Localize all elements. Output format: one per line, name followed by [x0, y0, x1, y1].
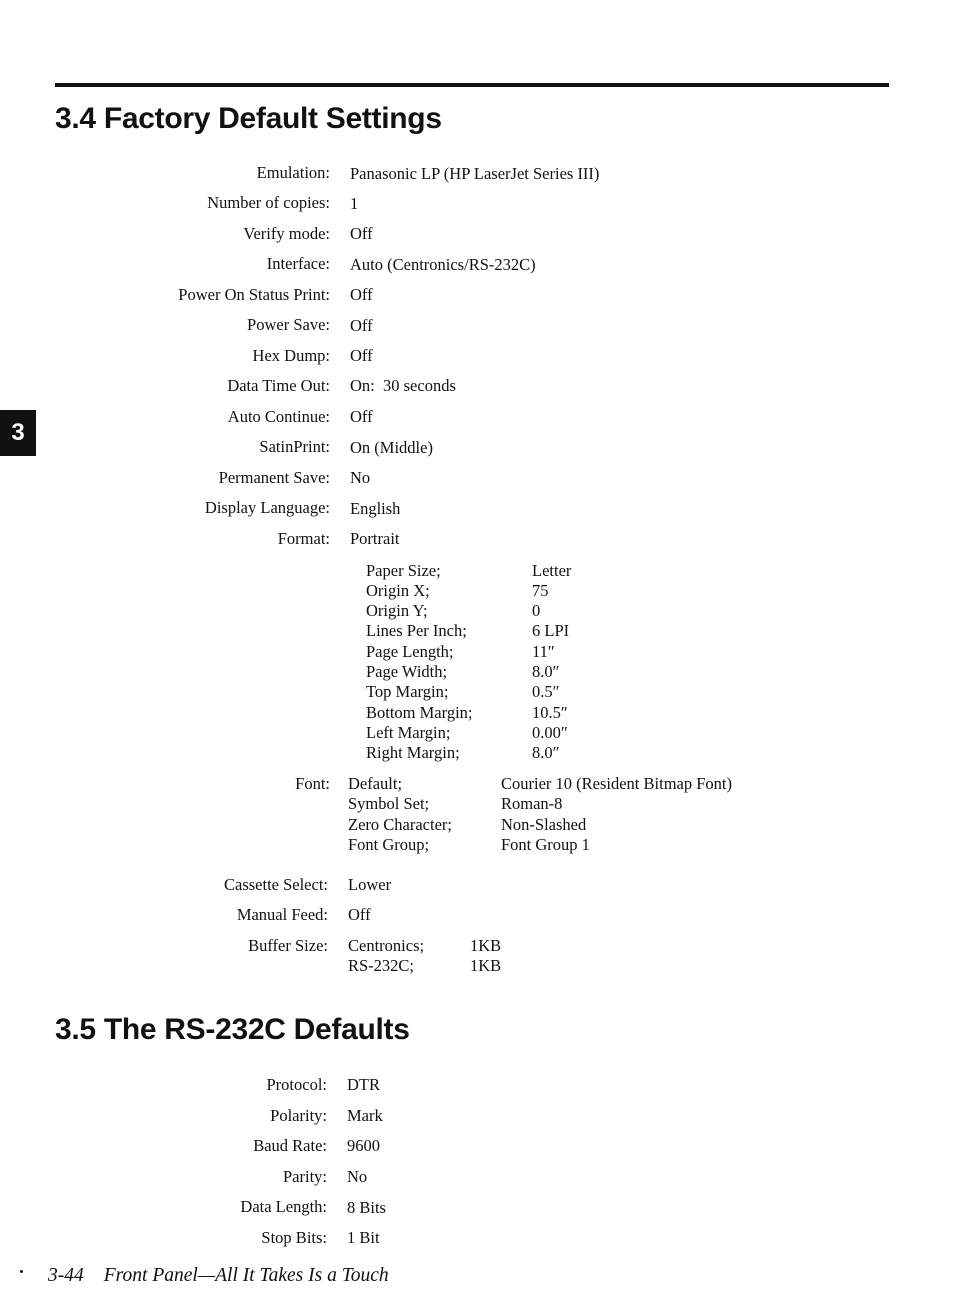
- buffer-detail-value: 1KB: [470, 956, 502, 975]
- buffer-detail-name: RS-232C;: [348, 956, 415, 975]
- format-detail-value: 8.0″: [532, 743, 560, 762]
- setting-label: Polarity:: [270, 1106, 327, 1125]
- setting-label: Cassette Select:: [223, 875, 328, 894]
- setting-value: English: [350, 499, 401, 518]
- format-detail-value: 0.00″: [532, 723, 568, 742]
- setting-value: On: 30 seconds: [350, 376, 456, 395]
- setting-label: Power On Status Print:: [178, 285, 330, 304]
- font-detail-name: Font Group;: [348, 835, 430, 854]
- font-detail-name: Zero Character;: [348, 815, 452, 834]
- font-detail-name: Symbol Set;: [348, 794, 430, 813]
- buffer-detail-name: Centronics;: [348, 936, 425, 955]
- setting-label: Font:: [295, 774, 330, 793]
- chapter-tab: 3: [0, 410, 36, 456]
- chapter-title: Front Panel—All It Takes Is a Touch: [103, 1265, 389, 1286]
- format-detail-name: Origin X;: [366, 581, 430, 600]
- page-footer: [48, 1265, 389, 1287]
- setting-label: Number of copies:: [207, 193, 330, 212]
- top-rule: [55, 83, 889, 87]
- setting-value: 1: [350, 194, 359, 213]
- setting-value: Panasonic LP (HP LaserJet Series III): [350, 164, 600, 183]
- setting-label: Buffer Size:: [248, 936, 328, 955]
- setting-value: Lower: [348, 875, 392, 894]
- format-detail-name: Paper Size;: [366, 561, 441, 580]
- format-detail-value: 11″: [532, 642, 555, 661]
- format-detail-value: 8.0″: [532, 662, 560, 681]
- format-detail-name: Page Width;: [366, 662, 448, 681]
- setting-value: 9600: [347, 1136, 380, 1155]
- setting-value: DTR: [347, 1075, 380, 1094]
- format-detail-name: Right Margin;: [366, 743, 460, 762]
- setting-label: SatinPrint:: [259, 437, 330, 456]
- format-detail-name: Bottom Margin;: [366, 703, 473, 722]
- setting-value: Off: [350, 407, 373, 426]
- setting-label: Permanent Save:: [218, 468, 330, 487]
- setting-label: Format:: [277, 529, 330, 548]
- setting-label: Data Time Out:: [227, 376, 330, 395]
- setting-value: Off: [350, 346, 373, 365]
- format-detail-value: Letter: [532, 561, 572, 580]
- setting-label: Auto Continue:: [227, 407, 330, 426]
- format-detail-value: 0: [532, 601, 541, 620]
- setting-value: 8 Bits: [347, 1198, 386, 1217]
- setting-label: Baud Rate:: [253, 1136, 327, 1155]
- buffer-detail-value: 1KB: [470, 936, 502, 955]
- setting-value: Mark: [347, 1106, 383, 1125]
- setting-label: Stop Bits:: [261, 1228, 327, 1247]
- setting-value: No: [350, 468, 371, 487]
- setting-label: Hex Dump:: [252, 346, 330, 365]
- font-detail-value: Roman-8: [501, 794, 563, 813]
- setting-label: Data Length:: [240, 1197, 327, 1216]
- format-detail-value: 75: [532, 581, 549, 600]
- setting-label: Display Language:: [204, 498, 330, 517]
- format-detail-name: Page Length;: [366, 642, 454, 661]
- section-heading-3-4: 3.4 Factory Default Settings: [55, 102, 442, 135]
- format-detail-name: Left Margin;: [366, 723, 451, 742]
- setting-value: Off: [350, 316, 373, 335]
- setting-value: Off: [348, 905, 371, 924]
- page-number: 3-44: [48, 1265, 84, 1286]
- format-detail-name: Lines Per Inch;: [366, 621, 467, 640]
- font-detail-value: Non-Slashed: [501, 815, 587, 834]
- section-heading-3-5: 3.5 The RS-232C Defaults: [55, 1013, 410, 1046]
- setting-label: Emulation:: [256, 163, 330, 182]
- setting-value: Auto (Centronics/RS-232C): [350, 255, 536, 274]
- setting-value: 1 Bit: [347, 1228, 380, 1247]
- format-detail-name: Origin Y;: [366, 601, 428, 620]
- setting-label: Manual Feed:: [236, 905, 328, 924]
- setting-label: Protocol:: [266, 1075, 327, 1094]
- setting-value: On (Middle): [350, 438, 433, 457]
- margin-dot: [20, 1270, 23, 1273]
- format-detail-value: 0.5″: [532, 682, 560, 701]
- format-detail-name: Top Margin;: [366, 682, 449, 701]
- setting-label: Interface:: [266, 254, 330, 273]
- setting-value: Off: [350, 285, 373, 304]
- font-detail-value: Font Group 1: [501, 835, 590, 854]
- font-detail-value: Courier 10 (Resident Bitmap Font): [501, 774, 732, 793]
- setting-label: Verify mode:: [243, 224, 330, 243]
- setting-value: Off: [350, 224, 373, 243]
- setting-value: Portrait: [350, 529, 400, 548]
- setting-value: No: [347, 1167, 368, 1186]
- setting-label: Power Save:: [247, 315, 330, 334]
- format-detail-value: 6 LPI: [532, 621, 570, 640]
- setting-label: Parity:: [283, 1167, 327, 1186]
- format-detail-value: 10.5″: [532, 703, 568, 722]
- font-detail-name: Default;: [348, 774, 403, 793]
